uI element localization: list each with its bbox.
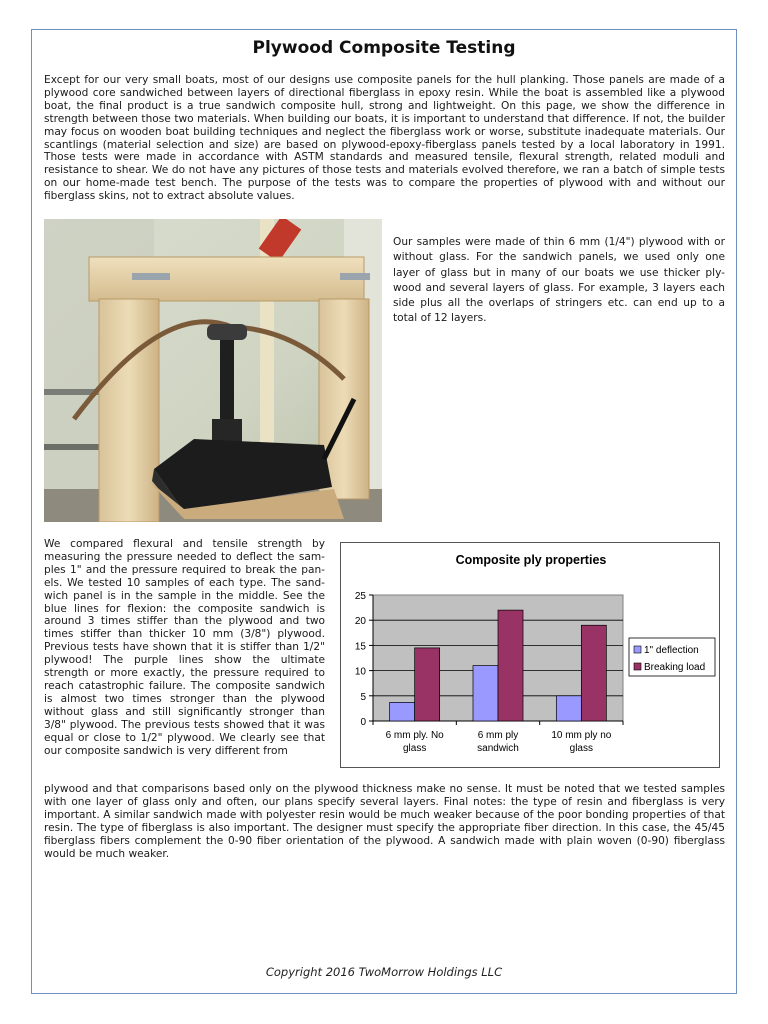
bar-breaking-load	[415, 648, 440, 721]
y-tick-label: 0	[360, 717, 366, 728]
bar-breaking-load	[498, 610, 523, 721]
composite-chart	[340, 542, 720, 768]
legend-label: 1" deflection	[644, 645, 699, 656]
y-tick-label: 15	[354, 641, 366, 653]
continuation-text: plywood and that comparisons based only on the plywood thickness make no sense. It must be noted that we tested samples with one layer of glass only and often, our plans specify several layers. Final notes: the type of resin and fiberglass is very important. A similar sandwich made with polyester resin would be much weaker because of the poor bonding properties of that resin. The type of fiberglass is also important. The designer must specify the appropriate fiber direction. In this case, the 45/45 fiberglass fibers complement the 0-90 fiber orientation of the plywood. A sandwich made with plain woven (0-90) fiberglass would be much weaker.	[44, 783, 725, 860]
continuation-paragraph	[44, 783, 725, 860]
intro-paragraph	[44, 74, 725, 203]
legend-label: Breaking load	[644, 662, 706, 673]
x-tick-label: glass	[569, 743, 594, 754]
page-title: Plywood Composite Testing	[252, 38, 516, 58]
legend-swatch	[634, 663, 641, 670]
x-tick-label: sandwich	[477, 743, 519, 754]
intro-text: Except for our very small boats, most of our designs use composite panels for the hull planking. Those panels are made of a plywood core sandwiched between layers of directional fiberglass in epoxy resin. While the boat is assembled like a plywood boat, the final product is a true sandwich composite hull, strong and lightweight. On this page, we show the difference in strength between those two materials. When building our boats, it is important to understand that difference. If not, the builder may focus on wooden boat building techniques and neglect the fiberglass work or worse, substitute inadequate materials. Our scantlings (material selection and size) are based on plywood-epoxy-fiberglass panels tested by a local laboratory in 1991. Those tests were made in accordance with ASTM standards and measured tensile, flexural strength, related moduli and resistance to shear. We do not have any pictures of those tests and materials evolved therefore, we ran a batch of simple tests on our home-made test bench. The purpose of the tests was to compare the properties of plywood with and without our fiberglass skins, not to extract absolute values.	[44, 74, 725, 203]
chart-svg	[341, 543, 719, 767]
y-tick-label: 10	[354, 666, 366, 678]
y-tick-label: 5	[360, 691, 366, 703]
copyright-footer: Copyright 2016 TwoMorrow Holdings LLC	[265, 965, 503, 979]
x-tick-label: glass	[402, 743, 427, 754]
comparison-paragraph	[44, 538, 325, 757]
x-tick-label: 6 mm ply	[477, 730, 519, 741]
x-tick-label: 6 mm ply. No	[385, 730, 444, 741]
test-bench-photo	[44, 219, 382, 522]
legend-swatch	[634, 646, 641, 653]
bar-breaking-load	[581, 625, 606, 721]
bar-deflection	[390, 702, 415, 721]
bar-deflection	[473, 666, 498, 721]
bar-deflection	[556, 696, 581, 721]
comparison-text: We compared flexural and tensile strength by measuring the pressure needed to deflect the sam-ples 1" and the pressure required to break the pan-els. We tested 10 samples of each type. The sand-wich panel is in the sample in the middle. See the blue lines for flexion: the composite sandwich is around 3 times stiffer than the plywood and two times stiffer than thicker 10 mm (3/8") plywood. Previous tests have shown that it is stiffer than 1/2" plywood! The purple lines show the ultimate strength or more exactly, the pressure required to reach catastrophic failure. The composite sandwich is almost two times stronger than the plywood without glass and still significantly stronger than 3/8" plywood. The previous tests showed that it was equal or close to 1/2" plywood. We clearly see that our composite sandwich is very different from	[44, 538, 325, 757]
y-tick-label: 25	[354, 591, 366, 602]
x-tick-label: 10 mm ply no	[551, 730, 612, 741]
chart-title: Composite ply properties	[455, 553, 607, 567]
y-tick-label: 20	[354, 616, 366, 628]
samples-text: Our samples were made of thin 6 mm (1/4") plywood with or without glass. For the sandwich panels, we used only one layer of glass but in many of our boats we use thicker ply-wood and several layers of glass. For example, 3 layers each side plus all the overlaps of stringers etc. can end up to a total of 12 layers.	[393, 236, 725, 325]
samples-paragraph	[393, 235, 725, 327]
